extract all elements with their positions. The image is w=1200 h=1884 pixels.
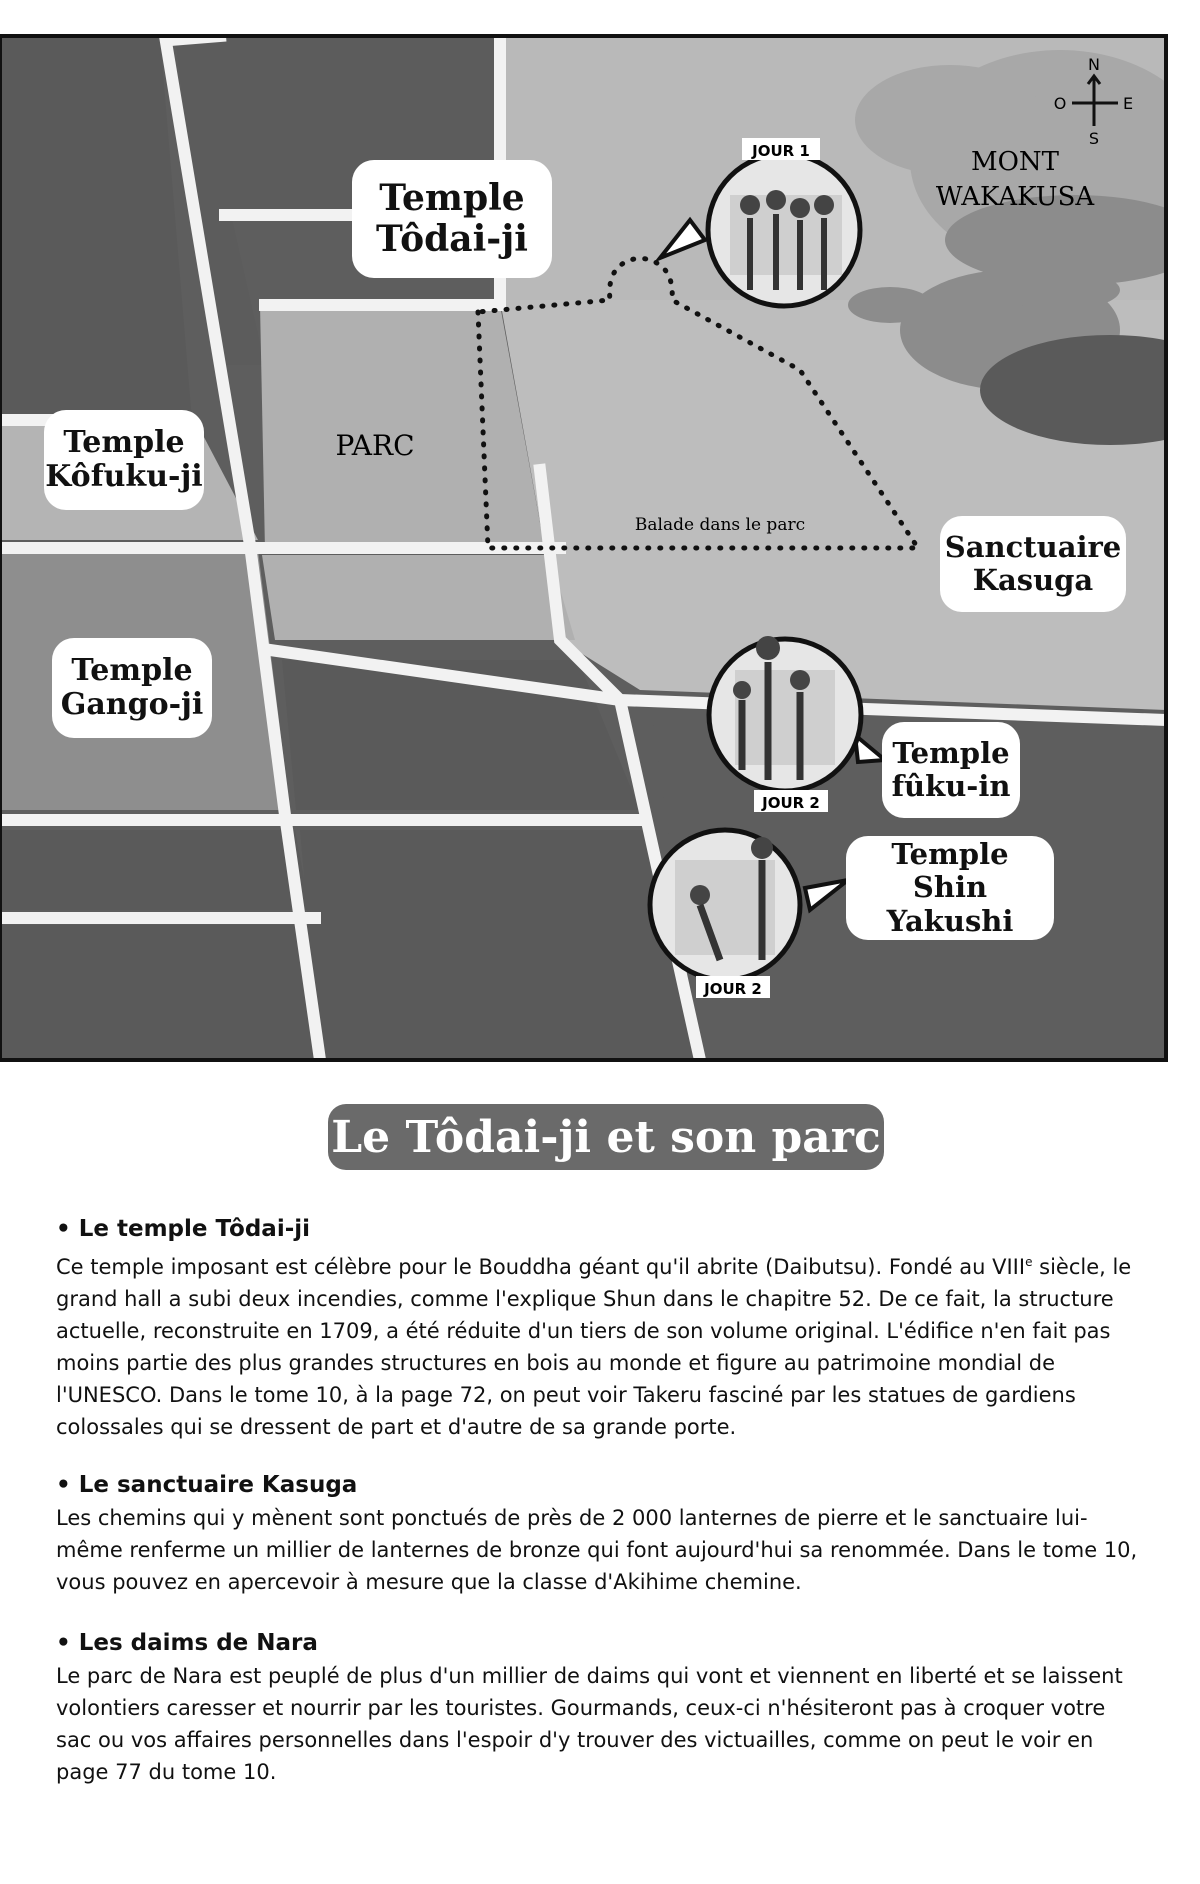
parc-label: PARC	[335, 429, 415, 462]
block-low-left	[0, 830, 310, 910]
section-todai	[56, 1216, 1146, 1443]
jour2b-label: JOUR 2	[704, 980, 762, 998]
section-todai-text-2: siècle, le grand hall a subi deux incendies, comme l'explique Shun dans le chapitre 52. De ce fait, la structure actuelle, reconstruite en 1709, a été réduite d'un tiers de son volume original. L'édifice n'en fait pas moins partie des plus grandes structures en bois au monde et figure au patrimoine mondial de l'UNESCO. Dans le tome 10, à la page 72, on peut voir Takeru fasciné par les statues de gardiens colossales qui se dressent de part et d'autre de sa grande porte.	[56, 1255, 1132, 1439]
compass-e: E	[1122, 94, 1134, 113]
compass-o: O	[1053, 94, 1067, 113]
label-kasuga-line2: Kasuga	[972, 563, 1094, 597]
page-title: Le Tôdai-ji et son parc	[328, 1104, 884, 1170]
jour2a-label: JOUR 2	[762, 794, 820, 812]
label-temple-fukuin	[882, 722, 1020, 818]
label-temple-gango	[52, 638, 212, 738]
section-kasuga-heading: • Le sanctuaire Kasuga	[56, 1472, 1146, 1498]
label-gango-line2: Gango-ji	[60, 687, 204, 722]
label-fukuin-line1: Temple	[892, 735, 1010, 770]
block-mid-strip	[262, 555, 575, 640]
label-gango-line1: Temple	[71, 652, 193, 688]
block-center-bottom	[300, 830, 700, 1060]
label-todai-line1: Temple	[379, 176, 525, 219]
block-bottom-left	[0, 925, 325, 1060]
label-shinyakushi-line1: Temple	[891, 836, 1009, 871]
label-temple-kofuku	[44, 410, 204, 510]
section-todai-body	[56, 1246, 1146, 1443]
label-todai-line2: Tôdai-ji	[376, 218, 528, 260]
label-fukuin-line2: fûku-in	[891, 769, 1011, 803]
label-kofuku-line1: Temple	[63, 424, 185, 460]
label-temple-todai	[352, 160, 552, 278]
block-top-left	[0, 36, 192, 420]
section-todai-sup: e	[1025, 1255, 1033, 1269]
block-parc	[260, 305, 545, 550]
label-shinyakushi-line2: Shin Yakushi	[886, 870, 1014, 938]
section-daims-body: Le parc de Nara est peuplé de plus d'un millier de daims qui vont et viennent en liberté et se laissent volontiers caresser et nourrir par les touristes. Gourmands, ceux-ci n'hésiteront pas à croquer votre sac ou vos affaires personnelles dans l'espoir d'y trouver des victuailles, comme on peut le voir en page 77 du tome 10.	[56, 1664, 1123, 1784]
label-kofuku-line2: Kôfuku-ji	[45, 459, 203, 494]
section-daims	[56, 1630, 1146, 1788]
section-todai-text-1: Ce temple imposant est célèbre pour le Bouddha géant qu'il abrite (Daibutsu). Fondé au VIII	[56, 1255, 1026, 1279]
label-sanctuaire-kasuga	[940, 516, 1126, 612]
label-kasuga-line1: Sanctuaire	[944, 529, 1122, 564]
compass-n: N	[1088, 55, 1100, 74]
section-kasuga-body: Les chemins qui y mènent sont ponctués de près de 2 000 lanternes de pierre et le sanctuaire lui-même renferme un millier de lanternes de bronze qui font aujourd'hui sa renommée. Dans le tome 10, vous pouvez en apercevoir à mesure que la classe d'Akihime chemine.	[56, 1506, 1138, 1594]
balade-label: Balade dans le parc	[634, 515, 806, 535]
section-daims-heading: • Les daims de Nara	[56, 1630, 1146, 1656]
label-temple-shinyakushi	[846, 836, 1054, 940]
mont-label-line2: WAKAKUSA	[935, 182, 1095, 212]
section-kasuga	[56, 1472, 1146, 1598]
mont-label-line1: MONT	[970, 147, 1060, 177]
section-todai-heading: • Le temple Tôdai-ji	[56, 1216, 1146, 1242]
jour1-label: JOUR 1	[752, 142, 810, 160]
compass-s: S	[1088, 129, 1100, 148]
